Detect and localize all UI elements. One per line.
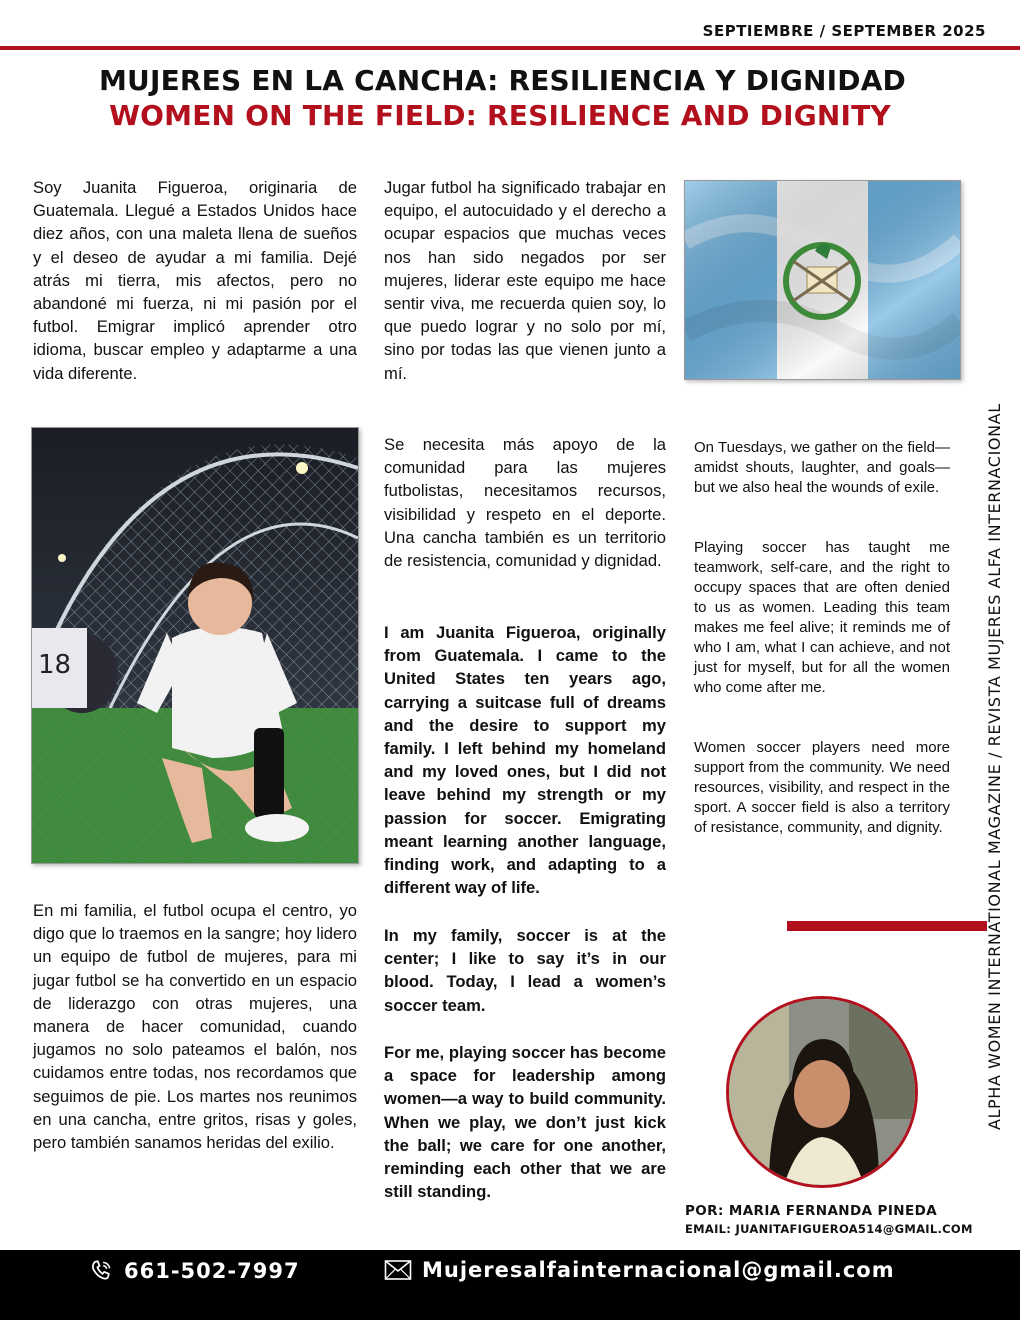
column2-paragraph-2: Se necesita más apoyo de la comunidad para las mujeres futbolistas, necesitamos recursos, visibilidad y respeto en el deporte. Una cancha también es un territorio de resistencia, comunidad y dignidad. [384,435,666,571]
column2-paragraph-4: In my family, soccer is at the center; I like to say it’s in our blood. Today, I lead a women’s soccer team. [384,926,666,1015]
title-spanish: MUJERES EN LA CANCHA: RESILIENCIA Y DIGNIDAD [98,64,907,97]
author-portrait-image [729,999,915,1185]
column2-paragraph-3: I am Juanita Figueroa, originally from Guatemala. I came to the United States ten years ago, carrying a suitcase full of dreams and the desire to support my family. I left behind my homeland and my loved ones, but I did not leave behind my strength or my passion for soccer. Emigrating meant learning another language, finding work, and adapting to a different way of life. [384,623,666,898]
guatemala-flag-photo [684,180,961,380]
byline-email: EMAIL: JUANITAFIGUEROA514@GMAIL.COM [685,1222,973,1236]
player-photo [31,427,359,864]
column3-paragraph-3: Women soccer players need more support from the community. We need resources, visibility, and respect in the sport. A soccer field is also a territory of resistance, community, and dignity. [694,739,950,836]
column2-paragraph-5: For me, playing soccer has become a space for leadership among women—a way to build community. When we play, we don’t just kick the ball; we care for one another, reminding each other that we are still standing. [384,1043,666,1202]
column3-paragraph-1: On Tuesdays, we gather on the field—amidst shouts, laughter, and goals—but we also heal the wounds of exile. [694,439,950,496]
jersey-number: 18 [38,650,72,680]
red-divider-bar [787,921,987,931]
guatemala-flag-image [685,181,960,379]
vertical-magazine-name: ALPHA WOMEN INTERNATIONAL MAGAZINE / REVISTA MUJERES ALFA INTERNACIONAL [985,403,1004,1130]
byline-author: POR: MARIA FERNANDA PINEDA [685,1203,938,1219]
title-english: WOMEN ON THE FIELD: RESILIENCE AND DIGNITY [109,99,891,132]
column3-paragraph-2: Playing soccer has taught me teamwork, self-care, and the right to occupy spaces that are often denied to us as women. Leading this team makes me feel alive; it reminds me of who I am, what I can achieve, and not just for myself, but for all the women who come after me. [694,539,950,696]
top-rule [0,46,1020,50]
phone-icon [88,1258,114,1284]
envelope-icon [384,1259,412,1281]
footer-email-address: Mujeresalfainternacional@gmail.com [422,1258,895,1282]
column1-paragraph-2: En mi familia, el futbol ocupa el centro, yo digo que lo traemos en la sangre; hoy lidero un equipo de futbol de mujeres, para mi jugar futbol se ha convertido en un espacio de liderazgo con otras mujeres, una manera de hacer comunidad, cuando jugamos no solo pateamos el balón, nos cuidamos entre todas, nos recordamos que seguimos de pie. Los martes nos reunimos en una cancha, entre gritos, risas y goles, pero también sanamos heridas del exilio. [33,901,357,1153]
author-portrait [726,996,918,1188]
footer-email[interactable] [384,1258,895,1282]
soccer-player-image [32,428,358,863]
column1-paragraph-1: Soy Juanita Figueroa, originaria de Guatemala. Llegué a Estados Unidos hace diez años, con una maleta llena de sueños y el deseo de ayudar a mi familia. Dejé atrás mi tierra, mis afectos, pero no abandoné mi fuerza, ni mi pasión por el futbol. Emigrar implicó aprender otro idioma, buscar empleo y adaptarme a una vida diferente. [33,178,357,383]
issue-date: SEPTIEMBRE / SEPTEMBER 2025 [702,22,986,40]
column2-paragraph-1: Jugar futbol ha significado trabajar en equipo, el autocuidado y el derecho a ocupar espacios que muchas veces nos han sido negados por ser mujeres, liderar este equipo me hace sentir viva, me recuerda quien soy, lo que puedo lograr y no solo por mí, sino por todas las que vienen junto a mí. [384,178,666,383]
footer-phone-number: 661-502-7997 [124,1259,300,1283]
footer-phone[interactable] [88,1258,300,1284]
